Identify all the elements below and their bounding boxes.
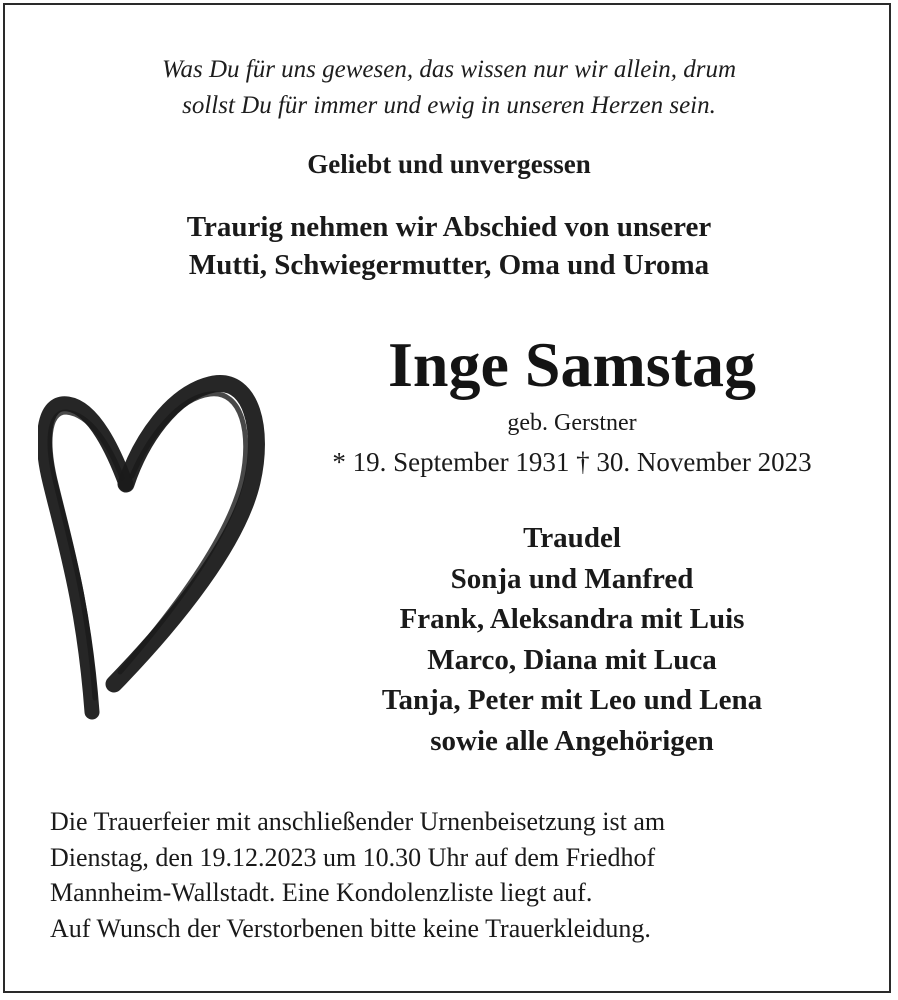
- mourner-line: Tanja, Peter mit Leo und Lena: [381, 684, 763, 716]
- hand-drawn-heart-icon: [38, 372, 268, 722]
- info-line-4: Auf Wunsch der Verstorbenen bitte keine Trauerkleidung.: [50, 913, 651, 943]
- loved-unforgotten-heading: Geliebt und unvergessen: [307, 149, 591, 179]
- maiden-name: geb. Gerstner: [507, 410, 637, 436]
- mourner-line: Frank, Aleksandra mit Luis: [399, 603, 745, 635]
- info-line-1: Die Trauerfeier mit anschließender Urnenbeisetzung ist am: [50, 807, 666, 836]
- mourner-line: Marco, Diana mit Luca: [427, 643, 717, 676]
- mourners-list: [272, 518, 872, 761]
- mourner-line: Sonja und Manfred: [450, 562, 694, 595]
- life-dates: * 19. September 1931 † 30. November 2023: [332, 447, 812, 477]
- farewell-line-1: Traurig nehmen wir Abschied von unserer: [186, 211, 712, 243]
- mourner-line: Traudel: [523, 522, 621, 554]
- farewell-line-2: Mutti, Schwiegermutter, Oma und Uroma: [188, 249, 710, 281]
- mourner-line: sowie alle Angehörigen: [430, 724, 714, 757]
- info-line-2: Dienstag, den 19.12.2023 um 10.30 Uhr auf dem Friedhof: [50, 842, 656, 872]
- memorial-quote: [0, 52, 898, 124]
- info-line-3: Mannheim-Wallstadt. Eine Kondolenzliste liegt auf.: [50, 878, 593, 907]
- quote-line-1: Was Du für uns gewesen, das wissen nur wir allein, drum: [161, 56, 737, 83]
- funeral-information: [50, 804, 870, 946]
- deceased-name: Inge Samstag: [387, 329, 757, 400]
- farewell-text: [0, 208, 898, 284]
- quote-line-2: sollst Du für immer und ewig in unseren Herzen sein.: [182, 92, 716, 119]
